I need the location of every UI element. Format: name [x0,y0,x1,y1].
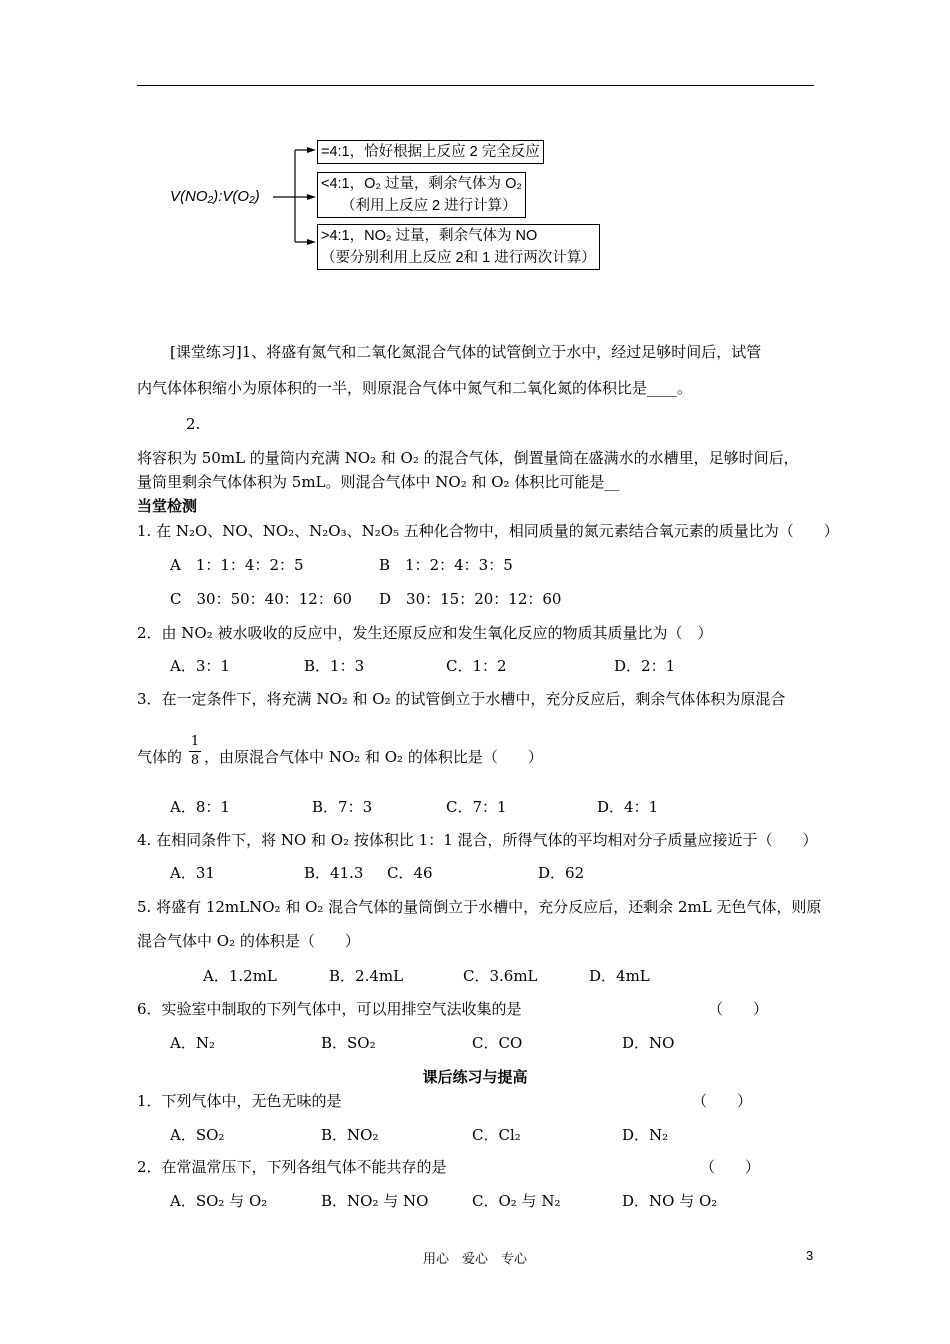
practice-q2-line1: 将容积为 50mL 的量筒内充满 NO₂ 和 O₂ 的混合气体，倒置量筒在盛满水的水槽里，足够时间后， [137,449,799,467]
check-q4-option-c: C．46 [387,864,433,882]
case-greater-line1: >4:1，NO₂ 过量，剩余气体为 NO [321,228,538,244]
header-rule [137,85,814,86]
homework-q1-text: 1．下列气体中，无色无味的是 [137,1092,342,1110]
check-q5-option-b: B．2.4mL [329,967,404,985]
check-q2-option-a: A．3：1 [170,657,230,675]
case-less-line2: （利用上反应 2 进行计算） [341,198,517,214]
check-q6-text: 6．实验室中制取的下列气体中，可以用排空气法收集的是 [137,1000,522,1018]
section-title-homework: 课后练习与提高 [422,1068,528,1086]
homework-q2-option-c: C．O₂ 与 N₂ [472,1192,561,1210]
check-q3-option-a: A．8：1 [170,798,230,816]
check-q3-line2-post: ，由原混合气体中 NO₂ 和 O₂ 的体积比是（ ） [204,748,543,766]
homework-q2-option-b: B．NO₂ 与 NO [321,1192,429,1210]
ratio-label: V(NO₂):V(O₂) [170,188,260,205]
check-q1-option-d: D 30：15：20：12：60 [379,590,562,608]
check-q2-option-b: B．1：3 [304,657,365,675]
check-q1-text: 1. 在 N₂O、NO、NO₂、N₂O₃、N₂O₅ 五种化合物中，相同质量的氮元素结合氧元素的质量比为（ ） [137,522,839,540]
check-q4-option-b: B．41.3 [304,864,364,882]
check-q1-option-c: C 30：50：40：12：60 [170,590,352,608]
check-q2-text: 2．由 NO₂ 被水吸收的反应中，发生还原反应和发生氧化反应的物质其质量比为（ ） [137,624,713,642]
check-q3-option-b: B．7：3 [312,798,373,816]
homework-q2-text: 2．在常温常压下，下列各组气体不能共存的是 [137,1158,447,1176]
page-number: 3 [806,1248,814,1263]
ratio-diagram [160,130,640,280]
check-q1-option-b: B 1：2：4：3：5 [379,556,513,574]
fraction-numerator: 1 [190,734,200,749]
check-q5-option-d: D．4mL [589,967,650,985]
homework-q1-option-b: B．NO₂ [321,1126,379,1144]
check-q5-line2: 混合气体中 O₂ 的体积是（ ） [137,932,360,950]
case-greater-box [317,224,600,270]
check-q3-option-c: C．7：1 [446,798,507,816]
check-q4-option-a: A．31 [170,864,215,882]
check-q2-option-d: D．2：1 [614,657,676,675]
case-less-line1: <4:1，O₂ 过量，剩余气体为 O₂ [321,176,522,192]
check-q1-option-a: A 1：1：4：2：5 [170,556,304,574]
homework-q1-option-c: C．Cl₂ [472,1126,521,1144]
case-greater-line2: （要分别利用上反应 2和 1 进行两次计算） [321,250,596,266]
homework-q2-answer-paren: （ ） [700,1158,761,1176]
check-q3-line1: 3．在一定条件下，将充满 NO₂ 和 O₂ 的试管倒立于水槽中，充分反应后，剩余气体体积为原混合 [137,690,786,708]
case-equal-text: =4:1，恰好根据上反应 2 完全反应 [321,144,540,160]
check-q3-line2-pre: 气体的 [137,748,183,766]
check-q6-option-c: C．CO [472,1034,523,1052]
check-q2-option-c: C．1：2 [446,657,507,675]
homework-q1-option-a: A．SO₂ [170,1126,225,1144]
check-q3-option-d: D．4：1 [597,798,659,816]
practice-q1-line2: 内气体体积缩小为原体积的一半，则原混合气体中氮气和二氧化氮的体积比是____。 [137,379,693,397]
fraction-bar [189,751,201,752]
check-q6-option-d: D．NO [622,1034,675,1052]
case-equal-box [317,140,544,164]
homework-q1-option-d: D．N₂ [622,1126,669,1144]
homework-q1-answer-paren: （ ） [692,1092,753,1110]
case-less-box [317,172,526,218]
practice-q2-number: 2. [186,415,201,433]
practice-q2-line2: 量筒里剩余气体体积为 5mL。则混合气体中 NO₂ 和 O₂ 体积比可能是__ [137,473,620,491]
check-q5-option-c: C．3.6mL [463,967,538,985]
check-q5-option-a: A．1.2mL [203,967,277,985]
footer-motto: 用心 爱心 专心 [422,1252,527,1267]
homework-q2-option-a: A．SO₂ 与 O₂ [170,1192,268,1210]
check-q6-option-a: A．N₂ [170,1034,215,1052]
check-q4-text: 4. 在相同条件下，将 NO 和 O₂ 按体积比 1：1 混合，所得气体的平均相对分子质量应接近于（ ） [137,831,818,849]
fraction-denominator: 8 [190,753,200,768]
section-title-check: 当堂检测 [137,497,198,515]
practice-q1-line1: [课堂练习]1、将盛有氮气和二氧化氮混合气体的试管倒立于水中，经过足够时间后，试管 [170,343,762,361]
check-q6-option-b: B．SO₂ [321,1034,376,1052]
check-q6-answer-paren: （ ） [708,1000,769,1018]
check-q5-line1: 5. 将盛有 12mLNO₂ 和 O₂ 混合气体的量筒倒立于水槽中，充分反应后，还剩余 2mL 无色气体，则原 [137,898,822,916]
homework-q2-option-d: D．NO 与 O₂ [622,1192,718,1210]
check-q4-option-d: D．62 [538,864,585,882]
